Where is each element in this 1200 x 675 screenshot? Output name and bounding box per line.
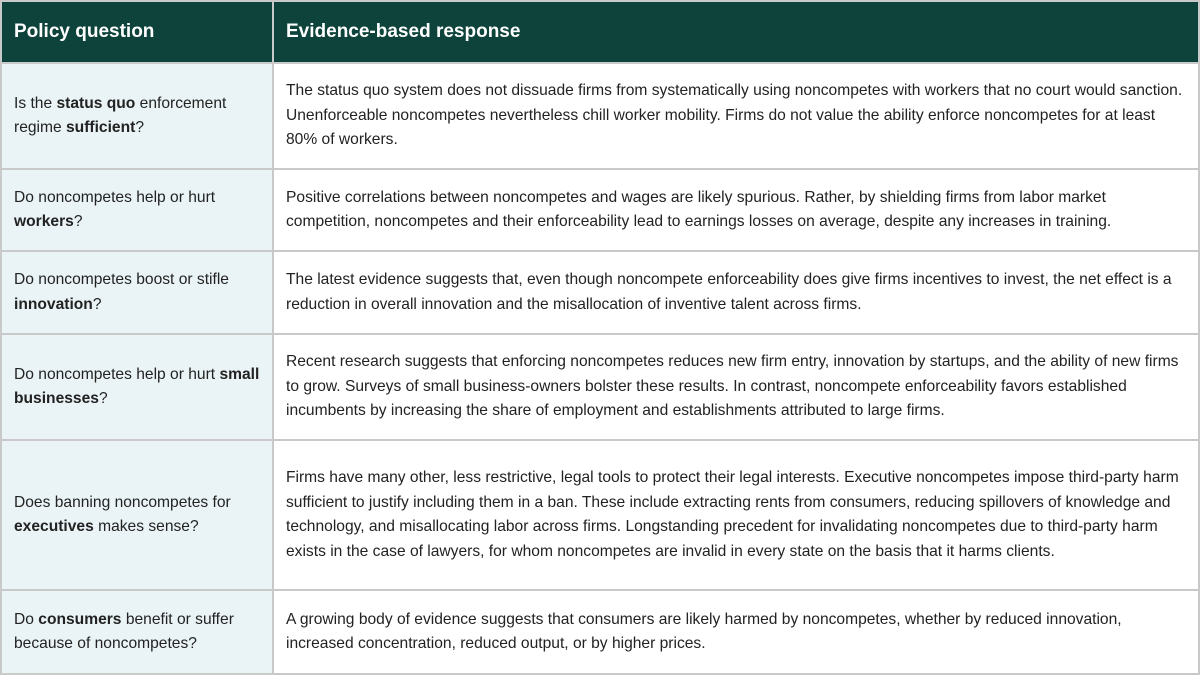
response-cell-executives: Firms have many other, less restrictive, legal tools to protect their legal interests. Executive noncompetes impose third-party harm sufficient to justify including them in a ban. These include extracting rents from consumers, reducing spillovers of knowledge and technology, and misallocating labor across firms. Longstanding precedent for invalidating noncompetes due to third-party harm exists in the case of lawyers, for whom noncompetes are invalid in every state on the basis that it harms clients. bbox=[273, 440, 1198, 590]
question-keyword: status quo bbox=[56, 94, 136, 112]
question-text: Do bbox=[14, 610, 39, 628]
question-cell-status-quo bbox=[2, 63, 273, 169]
table-header-row bbox=[2, 2, 1198, 63]
table-row bbox=[2, 63, 1198, 169]
question-keyword: workers bbox=[14, 213, 74, 230]
question-text: Do noncompetes help or hurt bbox=[14, 365, 220, 383]
question-keyword: sufficient bbox=[66, 119, 136, 136]
table-row bbox=[2, 169, 1198, 251]
question-text: ? bbox=[73, 213, 83, 230]
table-row bbox=[2, 251, 1198, 334]
header-policy-question: Policy question bbox=[2, 2, 273, 63]
question-text: benefit or suffer because of noncompetes? bbox=[14, 610, 234, 652]
table-row bbox=[2, 440, 1198, 590]
question-cell-executives bbox=[2, 440, 273, 590]
question-cell-consumers bbox=[2, 590, 273, 673]
response-cell-consumers: A growing body of evidence suggests that consumers are likely harmed by noncompetes, whether by reduced innovation, increased concentration, reduced output, or by higher prices. bbox=[273, 590, 1198, 673]
question-text: Is the bbox=[14, 94, 57, 112]
question-text: makes sense? bbox=[93, 518, 199, 535]
response-cell-innovation: The latest evidence suggests that, even though noncompete enforceability does give firms incentives to invest, the net effect is a reduction in overall innovation and the misallocation of inventive talent across firms. bbox=[273, 251, 1198, 334]
question-text: Do noncompetes help or hurt bbox=[14, 188, 216, 206]
policy-evidence-table bbox=[2, 2, 1198, 673]
question-text: ? bbox=[98, 390, 108, 407]
question-text: Does banning noncompetes for bbox=[14, 493, 231, 511]
question-cell-workers bbox=[2, 169, 273, 251]
question-text: ? bbox=[135, 119, 144, 136]
question-keyword: small businesses bbox=[14, 365, 260, 407]
question-text: ? bbox=[92, 295, 102, 313]
question-cell-innovation bbox=[2, 251, 273, 334]
question-text: Do noncompetes boost or stifle bbox=[14, 271, 229, 288]
response-cell-workers: Positive correlations between noncompetes and wages are likely spurious. Rather, by shielding firms from labor market competition, noncompetes and their enforceability lead to earnings losses on average, despite any increases in training. bbox=[273, 169, 1198, 251]
question-keyword: consumers bbox=[38, 610, 122, 628]
header-evidence-response: Evidence-based response bbox=[273, 2, 1198, 63]
question-keyword: innovation bbox=[14, 295, 93, 313]
table-row bbox=[2, 590, 1198, 673]
question-cell-small-businesses bbox=[2, 334, 273, 440]
question-text: enforcement regime bbox=[14, 94, 227, 136]
response-cell-small-businesses: Recent research suggests that enforcing noncompetes reduces new firm entry, innovation by startups, and the ability of new firms to grow. Surveys of small business-owners bolster these results. In contrast, noncompete enforceability favors established incumbents by increasing the share of employment and establishments attributed to large firms. bbox=[273, 334, 1198, 440]
response-cell-status-quo: The status quo system does not dissuade firms from systematically using noncompetes with workers that no court would sanction. Unenforceable noncompetes nevertheless chill worker mobility. Firms do not value the ability enforce noncompetes for at least 80% of workers. bbox=[273, 63, 1198, 169]
table-row bbox=[2, 334, 1198, 440]
question-keyword: executives bbox=[14, 518, 94, 535]
